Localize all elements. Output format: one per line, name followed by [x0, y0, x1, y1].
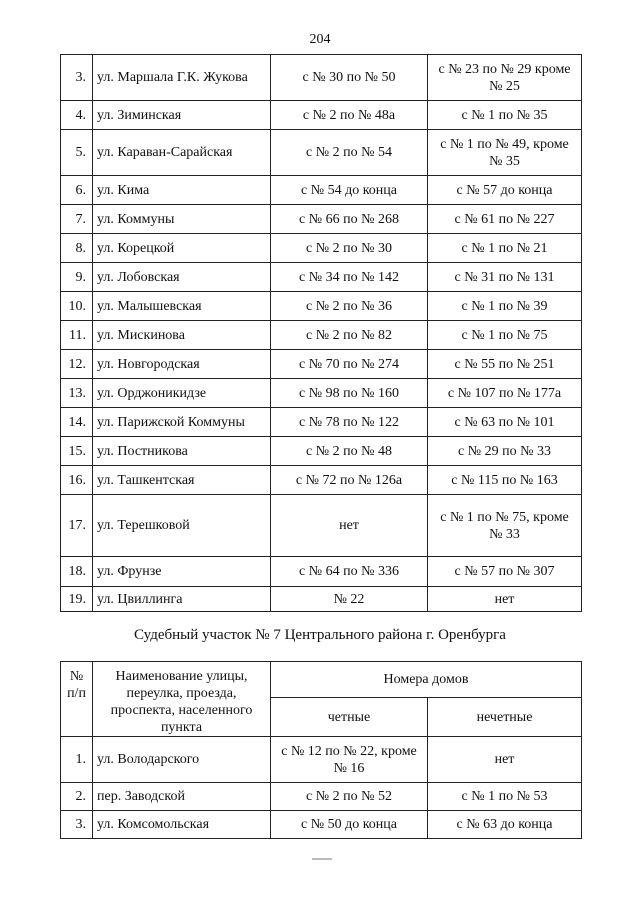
row-number: 14. — [61, 408, 93, 437]
row-number: 17. — [61, 495, 93, 557]
odd-houses: с № 107 по № 177а — [428, 379, 582, 408]
odd-houses: с № 1 по № 53 — [428, 783, 582, 811]
street-name: ул. Володарского — [93, 737, 271, 783]
table-row — [61, 557, 582, 587]
street-name: ул. Орджоникидзе — [93, 379, 271, 408]
even-houses: с № 2 по № 52 — [271, 783, 428, 811]
street-name: ул. Мискинова — [93, 321, 271, 350]
table-row — [61, 263, 582, 292]
even-houses: нет — [271, 495, 428, 557]
street-name: ул. Лобовская — [93, 263, 271, 292]
odd-houses: нет — [428, 737, 582, 783]
even-houses: с № 64 по № 336 — [271, 557, 428, 587]
street-name: ул. Комсомольская — [93, 811, 271, 839]
street-name: ул. Коммуны — [93, 205, 271, 234]
street-name: ул. Караван-Сарайская — [93, 130, 271, 176]
table-row — [61, 205, 582, 234]
odd-houses: с № 31 по № 131 — [428, 263, 582, 292]
streets-table-continued — [60, 54, 582, 612]
column-header-odd: нечетные — [428, 698, 582, 737]
street-name: ул. Маршала Г.К. Жукова — [93, 55, 271, 101]
street-name: ул. Парижской Коммуны — [93, 408, 271, 437]
table-row — [61, 466, 582, 495]
row-number: 5. — [61, 130, 93, 176]
odd-houses: с № 63 до конца — [428, 811, 582, 839]
odd-houses: с № 57 по № 307 — [428, 557, 582, 587]
street-name: ул. Цвиллинга — [93, 587, 271, 612]
even-houses: № 22 — [271, 587, 428, 612]
table-row — [61, 176, 582, 205]
column-header-house-numbers: Номера домов — [271, 662, 582, 698]
odd-houses: с № 1 по № 75 — [428, 321, 582, 350]
street-name: ул. Малышевская — [93, 292, 271, 321]
odd-houses: с № 1 по № 75, кроме № 33 — [428, 495, 582, 557]
column-header-number: № п/п — [61, 662, 93, 737]
table-row — [61, 783, 582, 811]
even-houses: с № 54 до конца — [271, 176, 428, 205]
row-number: 11. — [61, 321, 93, 350]
street-name: ул. Ташкентская — [93, 466, 271, 495]
even-houses: с № 50 до конца — [271, 811, 428, 839]
row-number: 6. — [61, 176, 93, 205]
even-houses: с № 66 по № 268 — [271, 205, 428, 234]
row-number: 12. — [61, 350, 93, 379]
table-row — [61, 408, 582, 437]
even-houses: с № 78 по № 122 — [271, 408, 428, 437]
row-number: 3. — [61, 55, 93, 101]
row-number: 8. — [61, 234, 93, 263]
table-row — [61, 811, 582, 839]
odd-houses: с № 57 до конца — [428, 176, 582, 205]
scan-artifact-mark — [312, 858, 332, 860]
even-houses: с № 2 по № 54 — [271, 130, 428, 176]
even-houses: с № 30 по № 50 — [271, 55, 428, 101]
column-header-street-name: Наименование улицы, переулка, проезда, проспекта, населенного пункта — [93, 662, 271, 737]
table-row — [61, 737, 582, 783]
row-number: 2. — [61, 783, 93, 811]
table-row — [61, 55, 582, 101]
row-number: 10. — [61, 292, 93, 321]
row-number: 13. — [61, 379, 93, 408]
table-row — [61, 234, 582, 263]
odd-houses: с № 1 по № 39 — [428, 292, 582, 321]
court-district-title: Судебный участок № 7 Центрального района г. Оренбурга — [134, 627, 506, 643]
row-number: 3. — [61, 811, 93, 839]
table-row — [61, 350, 582, 379]
table-row — [61, 379, 582, 408]
street-name: ул. Новгородская — [93, 350, 271, 379]
odd-houses: с № 55 по № 251 — [428, 350, 582, 379]
odd-houses: с № 23 по № 29 кроме № 25 — [428, 55, 582, 101]
row-number: 15. — [61, 437, 93, 466]
odd-houses: с № 1 по № 35 — [428, 101, 582, 130]
row-number: 4. — [61, 101, 93, 130]
table-row — [61, 437, 582, 466]
table-row — [61, 101, 582, 130]
table-row — [61, 130, 582, 176]
street-name: ул. Зиминская — [93, 101, 271, 130]
street-name: ул. Кима — [93, 176, 271, 205]
row-number: 19. — [61, 587, 93, 612]
street-name: пер. Заводской — [93, 783, 271, 811]
row-number: 1. — [61, 737, 93, 783]
header-row — [61, 662, 582, 698]
odd-houses: с № 115 по № 163 — [428, 466, 582, 495]
row-number: 18. — [61, 557, 93, 587]
even-houses: с № 70 по № 274 — [271, 350, 428, 379]
table-row — [61, 587, 582, 612]
even-houses: с № 72 по № 126а — [271, 466, 428, 495]
odd-houses: с № 61 по № 227 — [428, 205, 582, 234]
row-number: 7. — [61, 205, 93, 234]
odd-houses: с № 29 по № 33 — [428, 437, 582, 466]
even-houses: с № 98 по № 160 — [271, 379, 428, 408]
even-houses: с № 2 по № 30 — [271, 234, 428, 263]
odd-houses: с № 1 по № 21 — [428, 234, 582, 263]
odd-houses: нет — [428, 587, 582, 612]
even-houses: с № 2 по № 48а — [271, 101, 428, 130]
even-houses: с № 2 по № 82 — [271, 321, 428, 350]
odd-houses: с № 1 по № 49, кроме № 35 — [428, 130, 582, 176]
row-number: 16. — [61, 466, 93, 495]
table-row — [61, 321, 582, 350]
page-number: 204 — [309, 32, 331, 47]
street-name: ул. Фрунзе — [93, 557, 271, 587]
even-houses: с № 12 по № 22, кроме № 16 — [271, 737, 428, 783]
street-name: ул. Терешковой — [93, 495, 271, 557]
even-houses: с № 2 по № 36 — [271, 292, 428, 321]
even-houses: с № 2 по № 48 — [271, 437, 428, 466]
row-number: 9. — [61, 263, 93, 292]
street-name: ул. Постникова — [93, 437, 271, 466]
column-header-even: четные — [271, 698, 428, 737]
court-district-7-table — [60, 661, 582, 839]
table-row — [61, 292, 582, 321]
street-name: ул. Корецкой — [93, 234, 271, 263]
table-row — [61, 495, 582, 557]
odd-houses: с № 63 по № 101 — [428, 408, 582, 437]
even-houses: с № 34 по № 142 — [271, 263, 428, 292]
